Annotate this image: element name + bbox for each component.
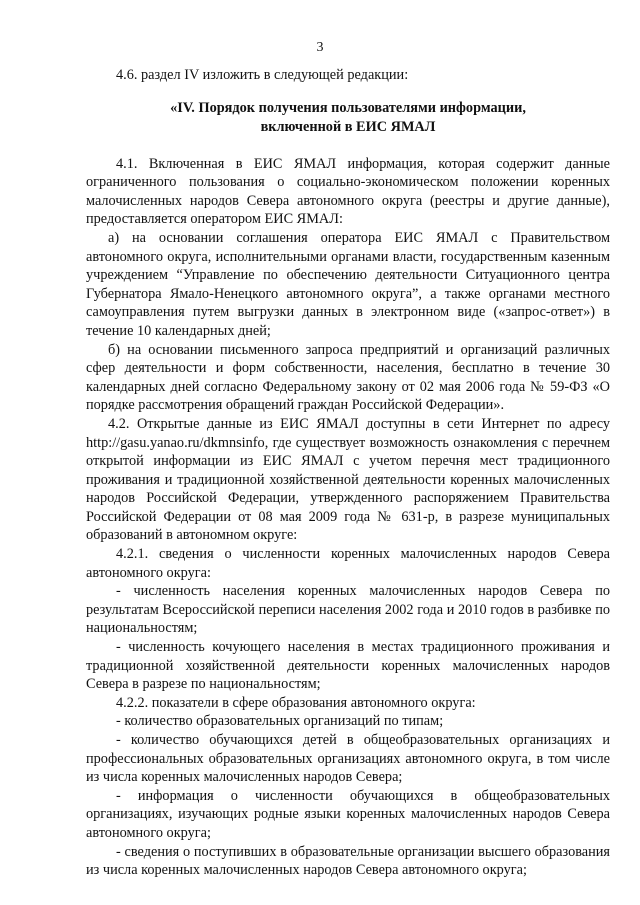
paragraph-4-1-a: а) на основании соглашения оператора ЕИС ЯМАЛ с Правительством автономного округа, исполнительными органами власти, государственным казенным учреждением “Управление по обеспечению деятельности Ситуационного центра Губернатора Ямало-Ненецкого автономного округа”, а также органами местного самоуправления путем выгрузки данных в электронном виде («запрос-ответ») в течение 10 календарных дней; bbox=[86, 229, 610, 339]
list-item: - количество образовательных организаций по типам; bbox=[116, 713, 444, 730]
list-item: - информация о численности обучающихся в общеобразовательных организациях, изучающих родные языки коренных малочисленных народов Севера автономного округа; bbox=[86, 787, 610, 841]
paragraph-4-1: 4.1. Включенная в ЕИС ЯМАЛ информация, которая содержит данные ограниченного пользования о социально-экономическом положении коренных малочисленных народов Севера автономного округа (реестры и другие данные), предоставляется оператором ЕИС ЯМАЛ: bbox=[86, 155, 610, 228]
list-item: - количество обучающихся детей в общеобразовательных организациях и профессиональных образовательных организациях автономного округа, в том числе из числа коренных малочисленных народов Севера; bbox=[86, 732, 610, 786]
page-number: 3 bbox=[316, 40, 324, 55]
paragraph-4-2: 4.2. Открытые данные из ЕИС ЯМАЛ доступны в сети Интернет по адресу http://gasu.yanao.ru/dkmnsinfo, где существует возможность ознакомления с перечнем открытой информации из ЕИС ЯМАЛ с учетом перечня мест традиционного проживания и традиционной хозяйственной деятельности коренных малочисленных народов Российской Федерации, утвержденного распоряжением Правительства Российской Федерации от 08 мая 2009 года № 631-р, в разрезе муниципальных образований в автономном округе: bbox=[86, 415, 610, 544]
section-heading bbox=[86, 99, 610, 137]
paragraph-4-1-b: б) на основании письменного запроса предприятий и организаций различных сфер деятельности и форм собственности, населения, бесплатно в течение 30 календарных дней согласно Федеральному закону от 02 мая 2006 года № 59-ФЗ «О порядке рассмотрения обращений граждан Российской Федерации». bbox=[86, 341, 610, 414]
list-item: - сведения о поступивших в образовательные организации высшего образования из числа коренных малочисленных народов Севера автономного округа; bbox=[86, 843, 610, 879]
list-item: - численность населения коренных малочисленных народов Севера по результатам Всероссийской переписи населения 2002 года и 2010 годов в разбивке по национальностям; bbox=[86, 583, 610, 637]
document-body bbox=[86, 66, 610, 880]
intro-line: 4.6. раздел IV изложить в следующей редакции: bbox=[116, 67, 409, 83]
section-heading-line-2: включенной в ЕИС ЯМАЛ bbox=[260, 118, 436, 135]
list-item: - численность кочующего населения в местах традиционного проживания и традиционной хозяйственной деятельности коренных малочисленных народов Севера в разрезе по национальностям; bbox=[86, 639, 610, 693]
paragraph-4-2-2: 4.2.2. показатели в сфере образования автономного округа: bbox=[116, 694, 476, 711]
section-heading-line-1: «IV. Порядок получения пользователями информации, bbox=[170, 99, 526, 116]
paragraph-4-2-1: 4.2.1. сведения о численности коренных малочисленных народов Севера автономного округа: bbox=[86, 546, 610, 581]
